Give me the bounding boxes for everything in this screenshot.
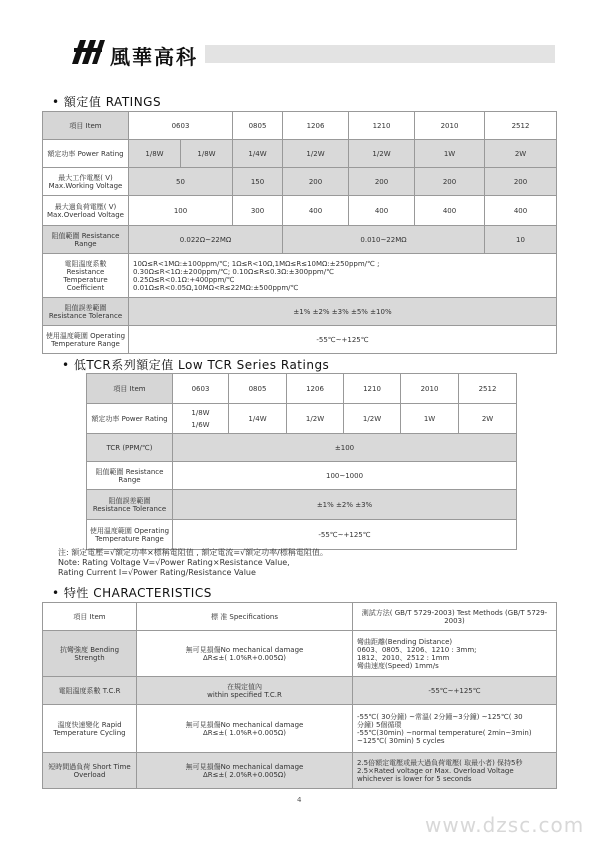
note-line: Note: Rating Voltage V=√Power Rating×Resistance Value, <box>58 558 290 567</box>
char-item: 溫度快速變化 Rapid Temperature Cycling <box>43 705 137 753</box>
char-test-line: ~125℃( 30min) 5 cycles <box>357 736 445 745</box>
brand-name: 風華高科 <box>110 45 198 69</box>
lowtcr-size: 2010 <box>401 374 459 404</box>
char-test <box>353 753 557 789</box>
char-item: 抗彎強度 Bending Strength <box>43 631 137 677</box>
char-spec-line: 無可見損傷No mechanical damage <box>185 645 304 654</box>
lowtcr-size: 2512 <box>459 374 517 404</box>
lowtcr-tol-label: 阻值誤差範圍 Resistance Tolerance <box>87 490 173 520</box>
power-label: 額定功率 Power Rating <box>43 140 129 168</box>
range-value: 0.010~22MΩ <box>283 226 485 254</box>
lowtcr-tcr-label: TCR (PPM/℃) <box>87 434 173 462</box>
char-head-spec: 標 准 Specifications <box>137 603 353 631</box>
max-voltage-value: 200 <box>485 168 557 196</box>
char-title: • 特性 CHARACTERISTICS <box>52 586 212 600</box>
max-overload-value: 400 <box>349 196 415 226</box>
ratings-table <box>42 111 557 354</box>
max-voltage-value: 200 <box>349 168 415 196</box>
char-test-line: 1812、2010、2512 : 1mm <box>357 653 450 662</box>
tcr-value <box>129 254 557 298</box>
power-value: 1/2W <box>349 140 415 168</box>
char-spec-line: 在規定值內 <box>227 682 262 691</box>
note-line: Rating Current I=√Power Rating/Resistance Value <box>58 568 256 577</box>
char-spec <box>137 705 353 753</box>
size-0805: 0805 <box>233 112 283 140</box>
char-test-line: 彎曲距離(Bending Distance) <box>357 637 453 646</box>
max-voltage-value: 50 <box>129 168 233 196</box>
power-value: 1W <box>415 140 485 168</box>
lowtcr-table <box>86 373 517 550</box>
lowtcr-tcr-value: ±100 <box>173 434 517 462</box>
lowtcr-size: 1210 <box>344 374 401 404</box>
range-value: 0.022Ω~22MΩ <box>129 226 283 254</box>
max-overload-value: 400 <box>485 196 557 226</box>
ratings-title: • 額定值 RATINGS <box>52 95 162 109</box>
char-item: 電阻溫度系數 T.C.R <box>43 677 137 705</box>
char-spec-line: ΔR≤±( 1.0%R+0.005Ω) <box>203 653 286 662</box>
header-bar <box>205 45 555 63</box>
char-spec-line: ΔR≤±( 1.0%R+0.005Ω) <box>203 728 286 737</box>
char-test-line: -55℃(30min) ~normal temperature( 2min~3min) <box>357 728 532 737</box>
size-0603: 0603 <box>129 112 233 140</box>
lowtcr-power-line: 1/8W <box>191 408 210 417</box>
tcr-label: 電阻溫度系數 Resistance Temperature Coefficient <box>43 254 129 298</box>
lowtcr-range-label: 阻值範圍 Resistance Range <box>87 462 173 490</box>
char-test-line: -55℃( 30分鐘) ~常溫( 2分鐘~3分鐘) ~125℃( 30 <box>357 712 523 721</box>
tcr-line: 10Ω≤R<1MΩ:±100ppm/℃; 1Ω≤R<10Ω,1MΩ≤R≤10MΩ:±250ppm/℃ ; <box>133 259 380 268</box>
lowtcr-range-value: 100~1000 <box>173 462 517 490</box>
char-test <box>353 631 557 677</box>
max-voltage-value: 200 <box>415 168 485 196</box>
temp-value: -55℃~+125℃ <box>129 326 557 354</box>
max-overload-value: 100 <box>129 196 233 226</box>
lowtcr-power-value: 1/4W <box>229 404 287 434</box>
power-value: 1/4W <box>233 140 283 168</box>
char-spec <box>137 677 353 705</box>
char-spec-line: ΔR≤±( 2.0%R+0.005Ω) <box>203 770 286 779</box>
max-overload-value: 300 <box>233 196 283 226</box>
char-test-line: 2.5倍額定電壓或最大過負荷電壓( 取最小者) 保持5秒 <box>357 758 523 767</box>
lowtcr-temp-value: -55℃~+125℃ <box>173 520 517 550</box>
char-spec-line: 無可見損傷No mechanical damage <box>185 720 304 729</box>
char-test-line: whichever is lower for 5 seconds <box>357 774 472 783</box>
lowtcr-power-label: 額定功率 Power Rating <box>87 404 173 434</box>
char-head-test: 測試方法( GB/T 5729-2003) Test Methods (GB/T 5729-2003) <box>353 603 557 631</box>
lowtcr-power-value: 1/2W <box>344 404 401 434</box>
char-test-line: 0603、0805、1206、1210 : 3mm; <box>357 645 477 654</box>
char-item: 短時間過負荷 Short Time Overload <box>43 753 137 789</box>
size-2512: 2512 <box>485 112 557 140</box>
watermark: www.dzsc.com <box>425 813 585 837</box>
note-line: 注: 額定電壓=√額定功率×標稱電阻值 , 額定電流=√額定功率/標稱電阻值。 <box>58 548 328 557</box>
max-overload-value: 400 <box>415 196 485 226</box>
lowtcr-title: • 低TCR系列額定值 Low TCR Series Ratings <box>62 358 330 372</box>
company-logo-icon <box>70 38 106 66</box>
lowtcr-size: 1206 <box>287 374 344 404</box>
char-test <box>353 705 557 753</box>
lowtcr-temp-label: 使用溫度範圍 Operating Temperature Range <box>87 520 173 550</box>
lowtcr-power-value: 1/2W <box>287 404 344 434</box>
char-test-line: 彎曲速度(Speed) 1mm/s <box>357 661 439 670</box>
ratings-item-header: 項目 Item <box>43 112 129 140</box>
lowtcr-power-line: 1/6W <box>191 420 210 429</box>
max-voltage-value: 150 <box>233 168 283 196</box>
char-spec <box>137 753 353 789</box>
char-spec-line: 無可見損傷No mechanical damage <box>185 762 304 771</box>
char-test <box>353 677 557 705</box>
char-spec-line: within specified T.C.R <box>207 690 282 699</box>
lowtcr-power-value: 1W <box>401 404 459 434</box>
temp-label: 使用溫度範圍 Operating Temperature Range <box>43 326 129 354</box>
size-1206: 1206 <box>283 112 349 140</box>
char-test-line: 分鐘) 5個循環 <box>357 720 402 729</box>
power-value: 2W <box>485 140 557 168</box>
lowtcr-power-value <box>173 404 229 434</box>
notes <box>58 548 328 578</box>
tolerance-label: 阻值誤差範圍 Resistance Tolerance <box>43 298 129 326</box>
max-voltage-value: 200 <box>283 168 349 196</box>
power-value: 1/2W <box>283 140 349 168</box>
lowtcr-size: 0603 <box>173 374 229 404</box>
page-number: 4 <box>297 796 302 804</box>
tcr-line: 0.30Ω≤R<1Ω:±200ppm/℃; 0.10Ω≤R≤0.3Ω:±300ppm/℃ <box>133 267 334 276</box>
tcr-line: 0.25Ω≤R<0.1Ω:+400ppm/℃ <box>133 275 235 284</box>
tcr-line: 0.01Ω≤R<0.05Ω,10MΩ<R≤22MΩ:±500ppm/℃ <box>133 283 299 292</box>
max-voltage-label: 最大工作電壓( V) Max.Working Voltage <box>43 168 129 196</box>
char-table <box>42 602 557 789</box>
max-overload-label: 最大過負荷電壓( V) Max.Overload Voltage <box>43 196 129 226</box>
max-overload-value: 400 <box>283 196 349 226</box>
size-2010: 2010 <box>415 112 485 140</box>
lowtcr-power-value: 2W <box>459 404 517 434</box>
tolerance-value: ±1% ±2% ±3% ±5% ±10% <box>129 298 557 326</box>
lowtcr-tol-value: ±1% ±2% ±3% <box>173 490 517 520</box>
lowtcr-size: 0805 <box>229 374 287 404</box>
range-value: 10 <box>485 226 557 254</box>
char-test-line: 2.5×Rated voltage or Max. Overload Voltage <box>357 766 514 775</box>
char-spec <box>137 631 353 677</box>
power-value: 1/8W <box>129 140 181 168</box>
power-value: 1/8W <box>181 140 233 168</box>
range-label: 阻值範圍 Resistance Range <box>43 226 129 254</box>
size-1210: 1210 <box>349 112 415 140</box>
char-test-line: -55℃~+125℃ <box>428 686 481 695</box>
char-head-item: 項目 Item <box>43 603 137 631</box>
lowtcr-item-header: 項目 Item <box>87 374 173 404</box>
